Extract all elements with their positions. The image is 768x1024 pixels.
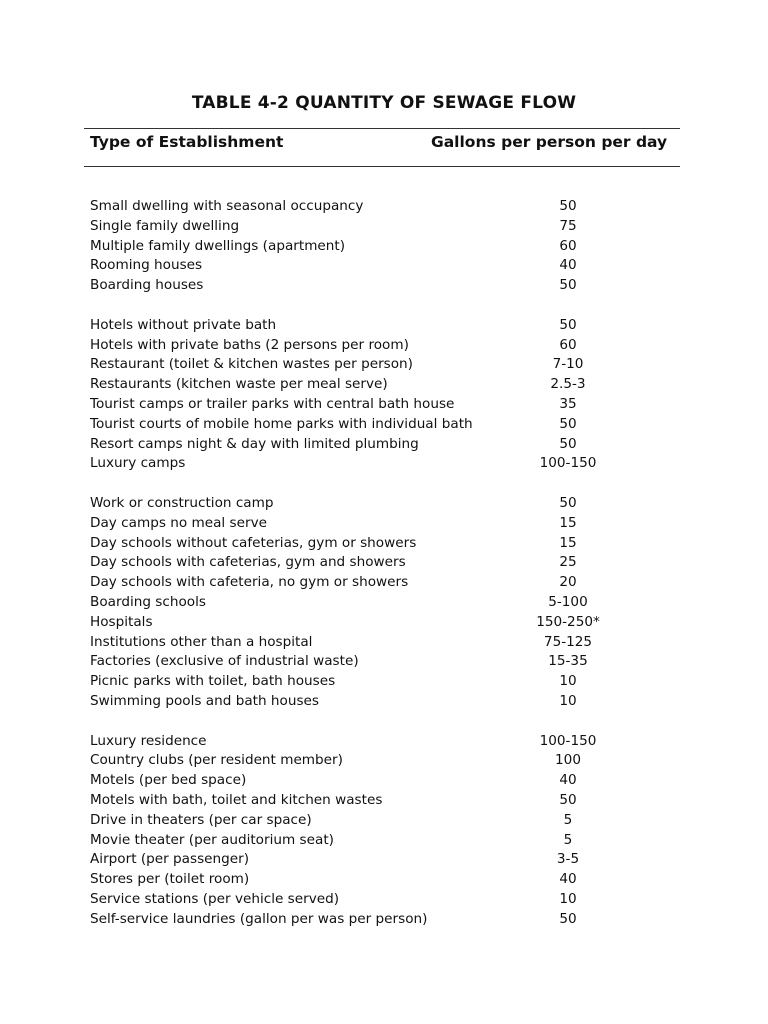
gallons-value: 50 (559, 495, 577, 511)
establishment-label: Boarding houses (90, 277, 204, 293)
gallons-value: 15 (559, 535, 577, 551)
establishment-label: Tourist camps or trailer parks with central bath house (90, 396, 455, 412)
establishment-label: Day camps no meal serve (90, 515, 267, 531)
establishment-label: Small dwelling with seasonal occupancy (90, 198, 364, 214)
establishment-label: Factories (exclusive of industrial waste) (90, 653, 359, 669)
gallons-value: 10 (559, 693, 577, 709)
establishment-label: Swimming pools and bath houses (90, 693, 319, 709)
establishment-label: Luxury camps (90, 455, 186, 471)
table-row (90, 671, 650, 691)
gallons-value: 5 (563, 832, 573, 848)
establishment-label: Day schools with cafeteria, no gym or showers (90, 574, 409, 590)
establishment-label: Restaurant (toilet & kitchen wastes per person) (90, 356, 413, 372)
establishment-label: Tourist courts of mobile home parks with individual bath (90, 416, 473, 432)
table-row (90, 453, 650, 473)
table-row (90, 315, 650, 335)
establishment-label: Day schools with cafeterias, gym and showers (90, 554, 406, 570)
table-row (90, 810, 650, 830)
gallons-value: 40 (559, 257, 577, 273)
gallons-value: 100-150 (539, 733, 597, 749)
gallons-value: 100-150 (539, 455, 597, 471)
table-row (90, 493, 650, 513)
establishment-label: Resort camps night & day with limited plumbing (90, 436, 419, 452)
table-row (90, 414, 650, 434)
table-row (90, 651, 650, 671)
table-row (90, 236, 650, 256)
gallons-value: 20 (559, 574, 577, 590)
establishment-label: Multiple family dwellings (apartment) (90, 238, 346, 254)
establishment-label: Picnic parks with toilet, bath houses (90, 673, 336, 689)
gallons-value: 50 (559, 416, 577, 432)
establishment-label: Stores per (toilet room) (90, 871, 250, 887)
gallons-value: 2.5-3 (550, 376, 586, 392)
establishment-label: Hotels with private baths (2 persons per room) (90, 337, 409, 353)
gallons-value: 50 (559, 198, 577, 214)
table-row (90, 790, 650, 810)
header-top-rule (84, 128, 680, 129)
gallons-value: 50 (559, 277, 577, 293)
gallons-value: 40 (559, 871, 577, 887)
gallons-value: 60 (559, 337, 577, 353)
establishment-label: Service stations (per vehicle served) (90, 891, 340, 907)
table-row (90, 374, 650, 394)
gallons-value: 150-250* (536, 614, 600, 630)
column-header-gallons: Gallons per person per day (431, 133, 668, 151)
gallons-value: 100 (555, 752, 581, 768)
gallons-value: 50 (559, 317, 577, 333)
gallons-value: 50 (559, 436, 577, 452)
table-row (90, 592, 650, 612)
table-row (90, 572, 650, 592)
gallons-value: 50 (559, 792, 577, 808)
table-row (90, 849, 650, 869)
table-row (90, 731, 650, 751)
establishment-label: Motels (per bed space) (90, 772, 247, 788)
table-row (90, 216, 650, 236)
gallons-value: 5 (563, 812, 573, 828)
gallons-value: 15-35 (548, 653, 588, 669)
establishment-label: Movie theater (per auditorium seat) (90, 832, 334, 848)
table-row (90, 533, 650, 553)
table-row (90, 196, 650, 216)
table-row (90, 255, 650, 275)
gallons-value: 7-10 (552, 356, 584, 372)
gallons-value: 75 (559, 218, 577, 234)
establishment-label: Work or construction camp (90, 495, 274, 511)
establishment-label: Single family dwelling (90, 218, 240, 234)
table-row (90, 889, 650, 909)
gallons-value: 10 (559, 673, 577, 689)
table-row (90, 830, 650, 850)
establishment-label: Restaurants (kitchen waste per meal serve) (90, 376, 388, 392)
gallons-value: 10 (559, 891, 577, 907)
gallons-value: 60 (559, 238, 577, 254)
table-row (90, 354, 650, 374)
gallons-value: 40 (559, 772, 577, 788)
table-row (90, 612, 650, 632)
table-row (90, 275, 650, 295)
establishment-label: Institutions other than a hospital (90, 634, 313, 650)
table-row (90, 335, 650, 355)
gallons-value: 15 (559, 515, 577, 531)
table-row (90, 909, 650, 929)
establishment-label: Self-service laundries (gallon per was per person) (90, 911, 428, 927)
table-row (90, 750, 650, 770)
table-row (90, 691, 650, 711)
table-row (90, 552, 650, 572)
establishment-label: Hospitals (90, 614, 153, 630)
table-row (90, 513, 650, 533)
establishment-label: Rooming houses (90, 257, 203, 273)
gallons-value: 75-125 (543, 634, 593, 650)
gallons-value: 35 (559, 396, 577, 412)
gallons-value: 5-100 (548, 594, 588, 610)
establishment-label: Luxury residence (90, 733, 207, 749)
gallons-value: 50 (559, 911, 577, 927)
establishment-label: Hotels without private bath (90, 317, 277, 333)
establishment-label: Drive in theaters (per car space) (90, 812, 312, 828)
table-row (90, 770, 650, 790)
table-row (90, 869, 650, 889)
page-title: TABLE 4-2 QUANTITY OF SEWAGE FLOW (191, 93, 577, 113)
establishment-label: Day schools without cafeterias, gym or showers (90, 535, 417, 551)
table-row (90, 632, 650, 652)
header-bottom-rule (84, 166, 680, 167)
gallons-value: 3-5 (556, 851, 580, 867)
establishment-label: Airport (per passenger) (90, 851, 250, 867)
establishment-label: Motels with bath, toilet and kitchen wastes (90, 792, 383, 808)
gallons-value: 25 (559, 554, 577, 570)
column-header-type: Type of Establishment (90, 133, 284, 151)
table-row (90, 394, 650, 414)
table-row (90, 434, 650, 454)
establishment-label: Boarding schools (90, 594, 206, 610)
establishment-label: Country clubs (per resident member) (90, 752, 343, 768)
